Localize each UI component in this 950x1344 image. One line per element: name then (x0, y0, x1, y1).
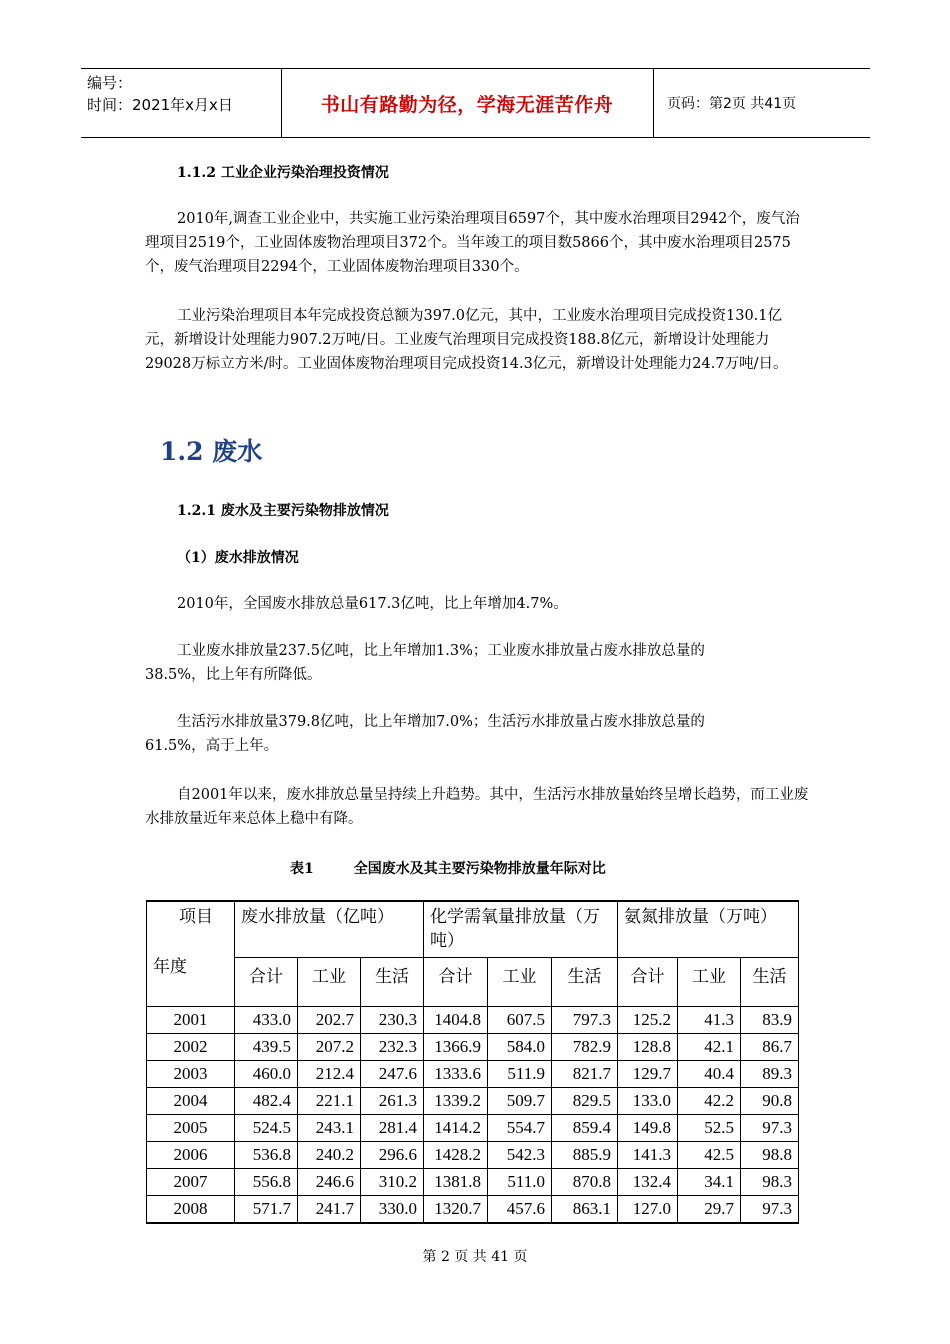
paragraph-text: 工业污染治理项目本年完成投资总额为397.0亿元，其中，工业废水治理项目完成投资130.1亿元，新增设计处理能力907.2万吨/日。工业废气治理项目完成投资188.8亿元，新增设计处理能力29028万标立方米/时。工业固体废物治理项目完成投资14.3亿元，新增设计处理能力24.7万吨/日。 (145, 308, 788, 372)
table-cell: 97.3 (741, 1196, 799, 1224)
paragraph-text: 工业废水排放量237.5亿吨，比上年增加1.3%；工业废水排放量占废水排放总量的38.5%，比上年有所降低。 (145, 643, 705, 683)
table-row (147, 1115, 799, 1142)
subsection-heading: （1）废水排放情况 (177, 550, 299, 566)
table-cell: 42.5 (678, 1142, 741, 1169)
table-cell: 281.4 (361, 1115, 424, 1142)
paragraph (145, 304, 809, 376)
table-cell: 86.7 (741, 1034, 799, 1061)
table-cell: 870.8 (552, 1169, 618, 1196)
table-cell: 98.8 (741, 1142, 799, 1169)
year-cell: 2006 (147, 1142, 235, 1169)
table-cell: 310.2 (361, 1169, 424, 1196)
table-cell: 482.4 (235, 1088, 298, 1115)
table-row (147, 1196, 799, 1224)
paragraph-text: 生活污水排放量379.8亿吨，比上年增加7.0%；生活污水排放量占废水排放总量的61.5%，高于上年。 (145, 714, 705, 754)
page-footer: 第 2 页 共 41 页 (422, 1249, 528, 1265)
table-header-row (147, 901, 799, 958)
table-row (147, 1034, 799, 1061)
table-cell: 221.1 (298, 1088, 361, 1115)
table-cell: 330.0 (361, 1196, 424, 1224)
table-cell: 511.0 (488, 1169, 552, 1196)
table-cell: 821.7 (552, 1061, 618, 1088)
year-cell: 2008 (147, 1196, 235, 1224)
table-subheader-row (147, 958, 799, 1007)
table-cell: 511.9 (488, 1061, 552, 1088)
table-cell: 885.9 (552, 1142, 618, 1169)
table-cell: 232.3 (361, 1034, 424, 1061)
table-cell: 207.2 (298, 1034, 361, 1061)
paragraph-text: 2010年，全国废水排放总量617.3亿吨，比上年增加4.7%。 (177, 596, 568, 612)
table-cell: 584.0 (488, 1034, 552, 1061)
table-group-header: 化学需氧量排放量（万吨） (424, 901, 618, 958)
document-time-label: 时间：2021年x月x日 (87, 96, 233, 114)
table-cell: 460.0 (235, 1061, 298, 1088)
table-cell: 89.3 (741, 1061, 799, 1088)
table-cell: 542.3 (488, 1142, 552, 1169)
table-corner-cell (147, 901, 235, 1007)
table-cell: 149.8 (618, 1115, 678, 1142)
table-cell: 524.5 (235, 1115, 298, 1142)
table-cell: 202.7 (298, 1007, 361, 1034)
table-cell: 128.8 (618, 1034, 678, 1061)
table-caption-text: 全国废水及其主要污染物排放量年际对比 (353, 861, 606, 877)
paragraph (145, 783, 809, 831)
table-cell: 554.7 (488, 1115, 552, 1142)
table-cell: 40.4 (678, 1061, 741, 1088)
table-subheader: 工业 (678, 958, 741, 1007)
table-cell: 1381.8 (424, 1169, 488, 1196)
table-cell: 1366.9 (424, 1034, 488, 1061)
table-cell: 34.1 (678, 1169, 741, 1196)
table-cell: 797.3 (552, 1007, 618, 1034)
table-cell: 607.5 (488, 1007, 552, 1034)
table-cell: 556.8 (235, 1169, 298, 1196)
table-cell: 129.7 (618, 1061, 678, 1088)
table-cell: 1320.7 (424, 1196, 488, 1224)
emissions-table (146, 900, 799, 1224)
table-cell: 246.6 (298, 1169, 361, 1196)
table-row (147, 1007, 799, 1034)
table-body (147, 1007, 799, 1224)
paragraph (145, 207, 809, 279)
table-row (147, 1061, 799, 1088)
table-cell: 240.2 (298, 1142, 361, 1169)
paragraph-text: 自2001年以来，废水排放总量呈持续上升趋势。其中，生活污水排放量始终呈增长趋势，而工业废水排放量近年来总体上稳中有降。 (145, 787, 809, 827)
table-subheader: 生活 (361, 958, 424, 1007)
table-cell: 1333.6 (424, 1061, 488, 1088)
table-cell: 42.1 (678, 1034, 741, 1061)
paragraph-text: 2010年,调查工业企业中，共实施工业污染治理项目6597个，其中废水治理项目2942个，废气治理项目2519个，工业固体废物治理项目372个。当年竣工的项目数5866个，其中废水治理项目2575个，废气治理项目2294个，工业固体废物治理项目330个。 (145, 211, 800, 275)
table-group-header: 氨氮排放量（万吨） (618, 901, 799, 958)
table-subheader: 生活 (741, 958, 799, 1007)
table-cell: 571.7 (235, 1196, 298, 1224)
year-cell: 2002 (147, 1034, 235, 1061)
corner-bottom-label: 年度 (153, 957, 187, 976)
paragraph (145, 710, 765, 758)
table-row (147, 1088, 799, 1115)
header-meta (87, 72, 277, 116)
table-cell: 42.2 (678, 1088, 741, 1115)
table-subheader: 合计 (424, 958, 488, 1007)
table-cell: 536.8 (235, 1142, 298, 1169)
table-cell: 1428.2 (424, 1142, 488, 1169)
table-cell: 1404.8 (424, 1007, 488, 1034)
table-subheader: 生活 (552, 958, 618, 1007)
table-cell: 132.4 (618, 1169, 678, 1196)
table-caption (290, 858, 606, 878)
paragraph (145, 639, 765, 687)
table-cell: 90.8 (741, 1088, 799, 1115)
year-cell: 2004 (147, 1088, 235, 1115)
table-cell: 261.3 (361, 1088, 424, 1115)
table-cell: 41.3 (678, 1007, 741, 1034)
table-cell: 782.9 (552, 1034, 618, 1061)
table-cell: 829.5 (552, 1088, 618, 1115)
table-row (147, 1169, 799, 1196)
page-header (81, 68, 870, 138)
year-cell: 2003 (147, 1061, 235, 1088)
table-cell: 509.7 (488, 1088, 552, 1115)
table-cell: 1339.2 (424, 1088, 488, 1115)
table-cell: 98.3 (741, 1169, 799, 1196)
year-cell: 2001 (147, 1007, 235, 1034)
table-cell: 230.3 (361, 1007, 424, 1034)
table-row (147, 1142, 799, 1169)
table-cell: 52.5 (678, 1115, 741, 1142)
paragraph (145, 592, 809, 616)
corner-top-label: 项目 (179, 907, 213, 926)
header-page-info: 页码：第2页 共41页 (667, 96, 797, 112)
table-cell: 1414.2 (424, 1115, 488, 1142)
table-cell: 127.0 (618, 1196, 678, 1224)
section-title-1-2: 1.2 废水 (160, 437, 263, 466)
table-cell: 29.7 (678, 1196, 741, 1224)
table-cell: 433.0 (235, 1007, 298, 1034)
table-cell: 457.6 (488, 1196, 552, 1224)
year-cell: 2007 (147, 1169, 235, 1196)
table-cell: 296.6 (361, 1142, 424, 1169)
table-subheader: 合计 (618, 958, 678, 1007)
table-subheader: 工业 (488, 958, 552, 1007)
table-cell: 439.5 (235, 1034, 298, 1061)
table-subheader: 合计 (235, 958, 298, 1007)
year-cell: 2005 (147, 1115, 235, 1142)
table-cell: 241.7 (298, 1196, 361, 1224)
table-cell: 125.2 (618, 1007, 678, 1034)
table-cell: 83.9 (741, 1007, 799, 1034)
section-heading-1-2-1: 1.2.1 废水及主要污染物排放情况 (177, 503, 389, 519)
table-cell: 247.6 (361, 1061, 424, 1088)
table-group-header: 废水排放量（亿吨） (235, 901, 424, 958)
section-heading-1-1-2: 1.1.2 工业企业污染治理投资情况 (177, 165, 389, 181)
table-cell: 212.4 (298, 1061, 361, 1088)
header-divider (653, 69, 654, 137)
table-cell: 97.3 (741, 1115, 799, 1142)
table-subheader: 工业 (298, 958, 361, 1007)
header-motto: 书山有路勤为径，学海无涯苦作舟 (320, 93, 614, 116)
table-cell: 133.0 (618, 1088, 678, 1115)
document-number-label: 编号： (87, 74, 133, 92)
table-cell: 863.1 (552, 1196, 618, 1224)
table-cell: 141.3 (618, 1142, 678, 1169)
table-cell: 243.1 (298, 1115, 361, 1142)
table-cell: 859.4 (552, 1115, 618, 1142)
table-caption-number: 表1 (290, 861, 314, 877)
